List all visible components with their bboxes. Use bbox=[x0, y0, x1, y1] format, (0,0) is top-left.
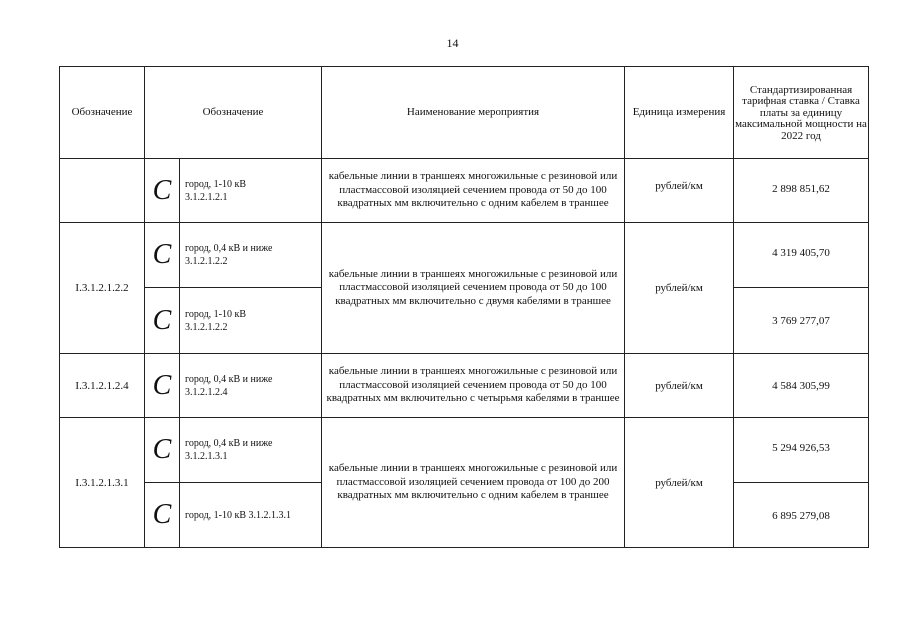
sub-description bbox=[180, 483, 322, 548]
sub-code: 3.1.2.1.2.2 bbox=[185, 256, 228, 267]
rate-value-text: 4 319 405,70 bbox=[772, 247, 830, 259]
sub-label: город, 1-10 кВ bbox=[185, 308, 247, 320]
activity-description: кабельные линии в траншеях многожильные с резиновой или пластмассовой изоляцией сечением провода от 50 до 100 квадратных мм включительно с четырьмя кабелями в траншее bbox=[322, 354, 625, 418]
sub-description bbox=[180, 418, 322, 483]
table-header-row bbox=[60, 67, 869, 159]
activity-description: кабельные линии в траншеях многожильные с резиновой или пластмассовой изоляцией сечением провода от 50 до 100 квадратных мм включительно с двумя кабелями в траншее bbox=[322, 223, 625, 354]
row-code: I.3.1.2.1.2.2 bbox=[60, 223, 145, 354]
header-designation-1: Обозначение bbox=[60, 67, 145, 159]
sub-label: город, 1-10 кВ bbox=[185, 178, 247, 190]
rate-value: 4 584 305,99 bbox=[734, 354, 869, 418]
c-symbol-icon: C bbox=[145, 288, 180, 354]
rate-value-text: 3 769 277,07 bbox=[772, 315, 830, 327]
row-code: I.3.1.2.1.3.1 bbox=[60, 418, 145, 548]
rate-value-text: 2 898 851,62 bbox=[772, 183, 830, 195]
sub-description bbox=[180, 354, 322, 418]
unit-cell: рублей/км bbox=[625, 354, 734, 418]
sub-description bbox=[180, 223, 322, 288]
header-rate: Стандартизированная тарифная ставка / Ставка платы за единицу максимальной мощности на 2022 год bbox=[734, 67, 869, 159]
header-unit: Единица измерения bbox=[625, 67, 734, 159]
rate-value bbox=[734, 288, 869, 354]
unit-cell: рублей/км bbox=[625, 223, 734, 354]
c-symbol-icon: C bbox=[145, 354, 180, 418]
sub-code: 3.1.2.1.3.1 bbox=[185, 451, 228, 462]
table-row bbox=[60, 223, 869, 288]
table-row bbox=[60, 159, 869, 223]
unit-cell bbox=[625, 159, 734, 223]
rate-value bbox=[734, 159, 869, 223]
sub-description bbox=[180, 288, 322, 354]
sub-code: 3.1.2.1.2.2 bbox=[185, 321, 228, 333]
header-activity-name: Наименование мероприятия bbox=[322, 67, 625, 159]
activity-description: кабельные линии в траншеях многожильные с резиновой или пластмассовой изоляцией сечением провода от 100 до 200 квадратных мм включительно с одним кабелем в траншее bbox=[322, 418, 625, 548]
c-symbol-icon: C bbox=[145, 418, 180, 483]
unit-text: рублей/км bbox=[655, 180, 703, 192]
table-row bbox=[60, 354, 869, 418]
page-number: 14 bbox=[446, 36, 459, 50]
rate-value-text: 5 294 926,53 bbox=[772, 442, 830, 454]
activity-description: кабельные линии в траншеях многожильные с резиновой или пластмассовой изоляцией сечением провода от 50 до 100 квадратных мм включительно с одним кабелем в траншее bbox=[322, 159, 625, 223]
sub-code: 3.1.2.1.2.1 bbox=[185, 191, 228, 203]
row-code: I.3.1.2.1.2.4 bbox=[60, 354, 145, 418]
rate-value bbox=[734, 418, 869, 483]
unit-cell: рублей/км bbox=[625, 418, 734, 548]
sub-code: 3.1.2.1.2.4 bbox=[185, 386, 228, 398]
c-symbol-icon: C bbox=[145, 223, 180, 288]
tariff-table bbox=[59, 66, 869, 548]
sub-label: город, 0,4 кВ и ниже bbox=[185, 438, 273, 449]
table-row bbox=[60, 418, 869, 483]
sub-label: город, 0,4 кВ и ниже bbox=[185, 373, 273, 385]
rate-value bbox=[734, 483, 869, 548]
c-symbol-icon: C bbox=[145, 159, 180, 223]
c-symbol-icon: C bbox=[145, 483, 180, 548]
header-designation-2: Обозначение bbox=[145, 67, 322, 159]
rate-value-text: 6 895 279,08 bbox=[772, 510, 830, 522]
sub-label: город, 1-10 кВ 3.1.2.1.3.1 bbox=[185, 509, 292, 521]
rate-value bbox=[734, 223, 869, 288]
row-code bbox=[60, 159, 145, 223]
sub-description bbox=[180, 159, 322, 223]
sub-label: город, 0,4 кВ и ниже bbox=[185, 243, 273, 254]
